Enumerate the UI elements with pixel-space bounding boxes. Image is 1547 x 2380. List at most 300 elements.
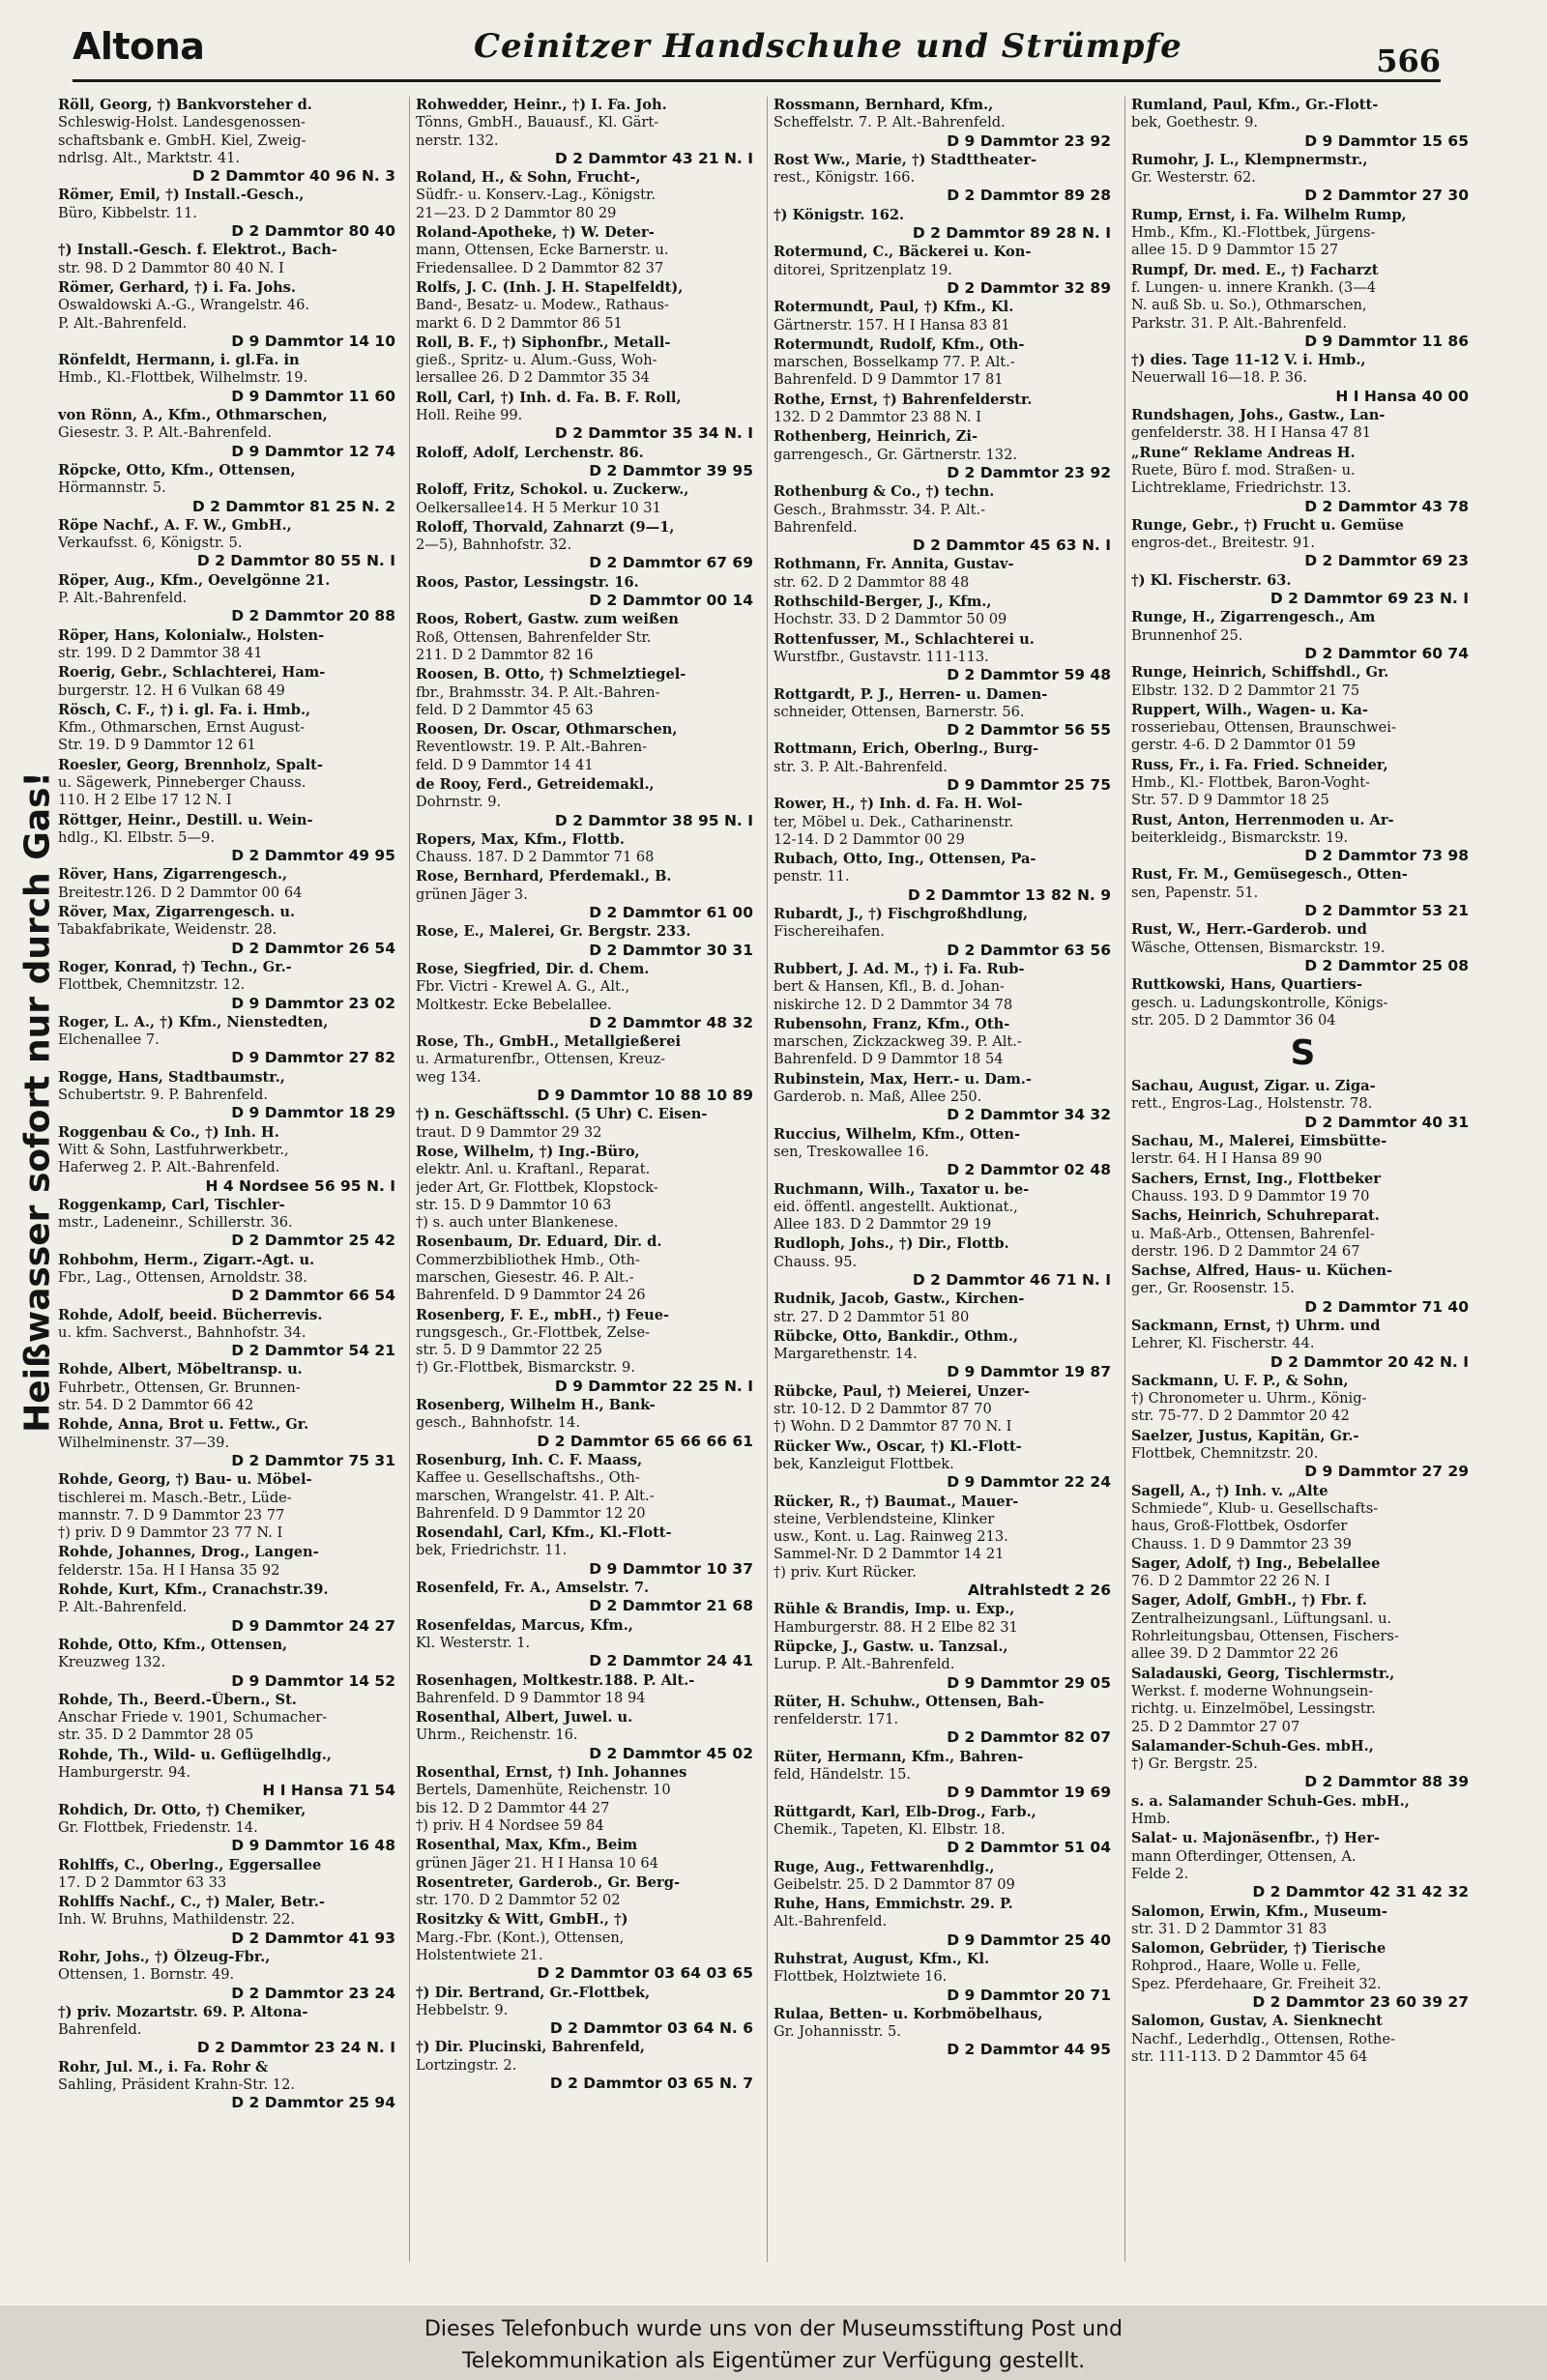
phone-number: D 2 Dammtor 59 48 [947,666,1111,684]
entry-name-line: †) Dir. Plucinski, Bahrenfeld, [416,2039,645,2056]
entry-detail-line: Lehrer, Kl. Fischerstr. 44. [1131,1335,1315,1352]
entry-detail-line: 25. D 2 Dammtor 27 07 [1131,1718,1300,1735]
entry-name-line: Rosenthal, Albert, Juwel. u. [416,1709,633,1727]
entry-detail-line: Bahrenfeld. D 9 Dammtor 18 94 [416,1689,646,1706]
entry-detail-line: Gärtnerstr. 157. H I Hansa 83 81 [774,316,1010,334]
phone-number: D 2 Dammtor 23 60 39 27 [1252,1992,1469,2011]
phone-number: D 9 Dammtor 11 86 [1304,332,1469,350]
directory-entry [1131,866,1474,919]
entry-name-line: Ruchmann, Wilh., Taxator u. be- [774,1180,1030,1198]
directory-entry [1131,1738,1474,1791]
entry-detail-line: derstr. 196. D 2 Dammtor 24 67 [1131,1242,1360,1260]
entry-detail-line: Bertels, Damenhüte, Reichenstr. 10 [416,1782,671,1799]
entry-name-line: Rosenberg, F. E., mbH., †) Feue- [416,1306,670,1323]
entry-name-line: Roloff, Fritz, Schokol. u. Zuckerw., [416,481,689,499]
entry-detail-line: Büro, Kibbelstr. 11. [58,204,197,221]
entry-detail-line: lersallee 26. D 2 Dammtor 35 34 [416,369,650,387]
directory-entry [416,1985,759,2038]
phone-number: D 2 Dammtor 34 32 [947,1106,1111,1124]
entry-name-line: Rüter, H. Schuhw., Ottensen, Bah- [774,1693,1044,1710]
phone-number: D 2 Dammtor 73 98 [1304,847,1469,865]
entry-detail-line: Fischereihafen. [774,923,885,941]
entry-detail-line: ger., Gr. Roosenstr. 15. [1131,1280,1295,1297]
entry-detail-line: Haferweg 2. P. Alt.-Bahrenfeld. [58,1159,280,1176]
directory-entry [774,1126,1117,1179]
entry-name-line: Russ, Fr., i. Fa. Fried. Schneider, [1131,756,1388,773]
entry-name-line: Rotermund, C., Bäckerei u. Kon- [774,244,1032,261]
entry-name-line: Rossmann, Bernhard, Kfm., [774,97,994,113]
phone-number: D 2 Dammtor 61 00 [589,904,753,922]
entry-detail-line: Elbstr. 132. D 2 Dammtor 21 75 [1131,682,1360,699]
entry-name-line: Rohde, Th., Beerd.-Übern., St. [58,1691,297,1708]
header-rule [73,79,1441,82]
directory-entry [1131,517,1474,570]
entry-detail-line: str. 3. P. Alt.-Bahrenfeld. [774,758,948,775]
directory-entry [774,1859,1117,1895]
entry-detail-line: u. Sägewerk, Pinneberger Chauss. [58,773,306,791]
entry-name-line: Roesler, Georg, Brennholz, Spalt- [58,756,323,773]
entry-detail-line: Inh. W. Bruhns, Mathildenstr. 22. [58,1911,296,1929]
entry-name-line: Rothenburg & Co., †) techn. [774,483,995,501]
entry-name-line: Ruhe, Hans, Emmichstr. 29. P. [774,1896,1013,1913]
entry-detail-line: feld. D 2 Dammtor 45 63 [416,701,594,718]
entry-name-line: Rohbohm, Herm., Zigarr.-Agt. u. [58,1251,315,1268]
entry-detail-line: Tabakfabrikate, Weidenstr. 28. [58,921,277,939]
entry-detail-line: N. auß Sb. u. So.), Othmarschen, [1131,297,1367,314]
directory-entry [58,1124,401,1195]
directory-entry [58,1361,401,1414]
phone-number: D 2 Dammtor 35 34 N. I [554,424,753,443]
entry-detail-line: Wilhelminenstr. 37—39. [58,1434,230,1451]
phone-number: D 2 Dammtor 75 31 [231,1451,395,1469]
directory-entry [1131,207,1474,260]
entry-detail-line: Flottbek, Holztwiete 16. [774,1968,948,1986]
entry-detail-line: grünen Jäger 21. H I Hansa 10 64 [416,1854,658,1872]
entry-name-line: Rust, Anton, Herrenmoden u. Ar- [1131,811,1394,828]
entry-detail-line: Zentralheizungsanl., Lüftungsanl. u. [1131,1610,1392,1627]
directory-entry [774,1071,1117,1124]
entry-detail-line: sen, Treskowallee 16. [774,1143,929,1160]
directory-entry [416,923,759,959]
entry-detail-line: †) Gr.-Flottbek, Bismarckstr. 9. [416,1359,635,1377]
phone-number: D 2 Dammtor 45 63 N. I [912,537,1111,555]
entry-detail-line: Parkstr. 31. P. Alt.-Bahrenfeld. [1131,314,1347,332]
entry-detail-line: rosseriebau, Ottensen, Braunschwei- [1131,719,1396,737]
entry-detail-line: str. 54. D 2 Dammtor 66 42 [58,1397,254,1414]
entry-detail-line: Wäsche, Ottensen, Bismarckstr. 19. [1131,939,1386,956]
entry-name-line: Röper, Aug., Kfm., Oevelgönne 21. [58,571,331,589]
entry-name-line: Rohdich, Dr. Otto, †) Chemiker, [58,1801,306,1818]
entry-name-line: Rumland, Paul, Kfm., Gr.-Flott- [1131,97,1379,113]
entry-detail-line: Hmb., Kl.- Flottbek, Baron-Voght- [1131,773,1370,791]
directory-entry [416,574,759,610]
entry-detail-line: str. 205. D 2 Dammtor 36 04 [1131,1011,1336,1029]
entry-name-line: Rogge, Hans, Stadtbaumstr., [58,1068,285,1086]
entry-name-line: Rübcke, Paul, †) Meierei, Unzer- [774,1382,1030,1400]
directory-entry [58,1544,401,1580]
directory-entry [774,1383,1117,1437]
entry-name-line: Rosendahl, Carl, Kfm., Kl.-Flott- [416,1524,672,1542]
entry-name-line: Salomon, Gebrüder, †) Tierische [1131,1940,1386,1958]
entry-detail-line: bek, Goethestr. 9. [1131,114,1259,131]
phone-number: D 2 Dammtor 24 41 [589,1652,753,1670]
entry-detail-line: str. 27. D 2 Dammtor 51 80 [774,1308,970,1325]
footer-notice [0,2306,1547,2380]
entry-detail-line: str. 111-113. D 2 Dammtor 45 64 [1131,2047,1368,2065]
phone-number: D 2 Dammtor 67 69 [589,554,753,572]
phone-number: D 2 Dammtor 03 64 03 65 [537,1964,753,1983]
entry-detail-line: Wurstfbr., Gustavstr. 111-113. [774,648,989,665]
entry-detail-line: Allee 183. D 2 Dammtor 29 19 [774,1216,992,1234]
entry-detail-line: Chauss. 187. D 2 Dammtor 71 68 [416,849,655,866]
entry-name-line: Römer, Emil, †) Install.-Gesch., [58,187,305,204]
entry-detail-line: Ottensen, 1. Bornstr. 49. [58,1966,235,1984]
entry-detail-line: allee 15. D 9 Dammtor 15 27 [1131,242,1339,259]
directory-entry [774,796,1117,849]
phone-number: D 2 Dammtor 40 31 [1304,1113,1469,1131]
directory-entry [58,1637,401,1690]
phone-number: D 2 Dammtor 56 55 [947,721,1111,740]
directory-entry [774,740,1117,794]
entry-name-line: Rust, Fr. M., Gemüsegesch., Otten- [1131,866,1408,884]
entry-name-line: Roosen, B. Otto, †) Schmelztiegel- [416,666,686,683]
directory-entry [58,352,401,405]
directory-entry [1131,1263,1474,1316]
header-advertisement: Ceinitzer Handschuhe und Strümpfe [474,27,1182,66]
entry-detail-line: Flottbek, Chemnitzstr. 12. [58,976,246,994]
directory-entry [416,445,759,480]
directory-entry [416,1397,759,1450]
phone-number: D 2 Dammtor 60 74 [1304,644,1469,662]
entry-name-line: Rothmann, Fr. Annita, Gustav- [774,556,1014,573]
entry-detail-line: str. 15. D 9 Dammtor 10 63 [416,1196,612,1213]
entry-detail-line: u. kfm. Sachverst., Bahnhofstr. 34. [58,1323,306,1341]
directory-entry [774,1804,1117,1857]
phone-number: D 2 Dammtor 43 78 [1304,497,1469,515]
entry-name-line: Rosentreter, Garderob., Gr. Berg- [416,1873,681,1891]
directory-entry [416,721,759,774]
entry-name-line: Rosenberg, Wilhelm H., Bank- [416,1397,656,1414]
entry-detail-line: Schubertstr. 9. P. Bahrenfeld. [58,1087,269,1104]
entry-detail-line: Giesestr. 3. P. Alt.-Bahrenfeld. [58,424,272,442]
entry-name-line: Rücker, R., †) Baumat., Mauer- [774,1493,1019,1510]
entry-detail-line: weg 134. [416,1068,482,1086]
entry-detail-line: bek, Kanzleigut Flottbek. [774,1455,954,1472]
directory-entry [1131,1940,1474,2011]
entry-name-line: Rubbert, J. Ad. M., †) i. Fa. Rub- [774,960,1025,977]
entry-name-line: Rositzky & Witt, GmbH., †) [416,1911,628,1929]
directory-entry [774,244,1117,297]
entry-name-line: Rücker Ww., Oscar, †) Kl.-Flott- [774,1437,1022,1455]
entry-name-line: Römer, Gerhard, †) i. Fa. Johs. [58,278,296,296]
entry-detail-line: P. Alt.-Bahrenfeld. [58,590,188,607]
directory-entry [416,776,759,829]
entry-detail-line: mstr., Ladeneinr., Schillerstr. 36. [58,1214,293,1232]
directory-entry [416,1617,759,1670]
side-advertisement-text: Heißwasser sofort nur durch Gas! [17,771,58,1433]
entry-name-line: von Rönn, A., Kfm., Othmarschen, [58,407,328,424]
directory-entry [1131,757,1474,810]
entry-name-line: Salomon, Erwin, Kfm., Museum- [1131,1902,1387,1920]
entry-detail-line: Hmb. [1131,1811,1171,1828]
column-1 [58,97,401,2262]
directory-entry [58,187,401,240]
entry-name-line: †) Königstr. 162. [774,206,905,223]
phone-number: D 2 Dammtor 69 23 [1304,552,1469,570]
directory-entry [416,1144,759,1232]
entry-detail-line: marschen, Giesestr. 46. P. Alt.- [416,1269,634,1286]
entry-detail-line: str. 10-12. D 2 Dammtor 87 70 [774,1401,992,1418]
entry-detail-line: Commerzbibliothek Hmb., Oth- [416,1251,640,1268]
directory-entry [1131,976,1474,1030]
entry-detail-line: 12-14. D 2 Dammtor 00 29 [774,830,965,848]
directory-entry [1131,1830,1474,1901]
entry-name-line: Roggenbau & Co., †) Inh. H. [58,1123,279,1141]
phone-number: D 2 Dammtor 02 48 [947,1161,1111,1179]
phone-number: D 2 Dammtor 30 31 [589,941,753,959]
directory-entry [58,242,401,277]
phone-number: D 9 Dammtor 22 25 N. I [554,1377,753,1395]
entry-detail-line: Chauss. 1. D 9 Dammtor 23 39 [1131,1535,1352,1553]
entry-detail-line: marschen, Zickzackweg 39. P. Alt.- [774,1033,1022,1051]
directory-entry [416,666,759,719]
directory-entry [58,1582,401,1635]
entry-name-line: Ruge, Aug., Fettwarenhdlg., [774,1858,995,1875]
entry-detail-line: 132. D 2 Dammtor 23 88 N. I [774,409,982,426]
entry-detail-line: penstr. 11. [774,868,850,885]
phone-number: D 2 Dammtor 23 24 N. I [196,2039,395,2057]
entry-name-line: Rothschild-Berger, J., Kfm., [774,594,992,611]
entry-detail-line: Fbr., Lag., Ottensen, Arnoldstr. 38. [58,1269,307,1286]
phone-number: D 9 Dammtor 12 74 [231,442,395,460]
entry-name-line: Röver, Max, Zigarrengesch. u. [58,904,296,921]
entry-detail-line: Hmb., Kl.-Flottbek, Wilhelmstr. 19. [58,369,308,387]
entry-detail-line: 110. H 2 Elbe 17 12 N. I [58,792,232,809]
entry-detail-line: felderstr. 15a. H I Hansa 35 92 [58,1561,280,1579]
directory-entry [1131,609,1474,662]
entry-name-line: Sackmann, Ernst, †) Uhrm. und [1131,1318,1381,1334]
directory-entry [774,594,1117,629]
phone-number: D 2 Dammtor 41 93 [231,1929,395,1947]
entry-name-line: †) n. Geschäftsschl. (5 Uhr) C. Eisen- [416,1106,708,1123]
directory-entry [58,1252,401,1305]
directory-entry [58,1069,401,1122]
entry-detail-line: Gr. Flottbek, Friedenstr. 14. [58,1818,258,1836]
entry-detail-line: 21—23. D 2 Dammtor 80 29 [416,204,617,221]
phone-number: D 9 Dammtor 23 02 [231,994,395,1012]
entry-detail-line: Oelkersallee14. H 5 Merkur 10 31 [416,499,661,516]
directory-entry [416,279,759,333]
directory-entry [774,1896,1117,1949]
entry-detail-line: usw., Kont. u. Lag. Rainweg 213. [774,1528,1008,1546]
directory-entry [58,572,401,625]
phone-number: D 9 Dammtor 20 71 [947,1986,1111,2004]
phone-number: H I Hansa 71 54 [262,1782,395,1800]
entry-detail-line: garrengesch., Gr. Gärtnerstr. 132. [774,446,1018,463]
entry-detail-line: Felde 2. [1131,1865,1189,1882]
entry-detail-line: genfelderstr. 38. H I Hansa 47 81 [1131,424,1372,442]
directory-entry [774,1235,1117,1289]
entry-detail-line: Werkst. f. moderne Wohnungsein- [1131,1682,1374,1699]
directory-entry [416,390,759,443]
phone-number: D 9 Dammtor 10 37 [589,1559,753,1578]
directory-entry [1131,1555,1474,1591]
phone-number: D 2 Dammtor 49 95 [231,847,395,865]
entry-detail-line: 76. D 2 Dammtor 22 26 N. I [1131,1573,1330,1590]
entry-name-line: Rose, Wilhelm, †) Ing.-Büro, [416,1143,640,1160]
entry-detail-line: richtg. u. Einzelmöbel, Lessingstr. [1131,1700,1376,1718]
directory-entry [416,1106,759,1142]
entry-detail-line: Margarethenstr. 14. [774,1346,918,1363]
phone-number: D 2 Dammtor 26 54 [231,939,395,957]
directory-entry [774,556,1117,592]
directory-entry [774,1438,1117,1492]
entry-detail-line: Brunnenhof 25. [1131,626,1243,644]
directory-entry [1131,1318,1474,1371]
directory-entry [1131,97,1474,150]
entry-detail-line: str. 75-77. D 2 Dammtor 20 42 [1131,1408,1350,1425]
directory-entry [416,1033,759,1104]
entry-detail-line: 2—5), Bahnhofstr. 32. [416,537,572,554]
entry-detail-line: lerstr. 64. H I Hansa 89 90 [1131,1150,1323,1168]
phone-number: D 2 Dammtor 88 39 [1304,1773,1469,1791]
entry-name-line: Sachau, M., Malerei, Eimsbütte- [1131,1133,1387,1150]
phone-number: D 2 Dammtor 25 08 [1304,956,1469,974]
entry-name-line: Rothenberg, Heinrich, Zi- [774,428,978,446]
directory-entry [1131,812,1474,865]
directory-entry [1131,407,1474,443]
phone-number: D 2 Dammtor 38 95 N. I [554,811,753,829]
entry-detail-line: †) Gr. Bergstr. 25. [1131,1756,1258,1773]
entry-name-line: Röper, Hans, Kolonialw., Holsten- [58,626,325,644]
entry-name-line: Rosenfeld, Fr. A., Amselstr. 7. [416,1580,650,1597]
entry-detail-line: Holl. Reihe 99. [416,407,523,424]
entry-name-line: Rohwedder, Heinr., †) I. Fa. Joh. [416,97,667,113]
phone-number: D 2 Dammtor 00 14 [589,592,753,610]
entry-detail-line: Scheffelstr. 7. P. Alt.-Bahrenfeld. [774,114,1006,131]
entry-name-line: Rühle & Brandis, Imp. u. Exp., [774,1601,1015,1618]
phone-number: D 2 Dammtor 44 95 [947,2041,1111,2059]
entry-detail-line: Fbr. Victri - Krewel A. G., Alt., [416,978,630,996]
entry-name-line: Rust, W., Herr.-Garderob. und [1131,921,1367,939]
entry-detail-line: rungsgesch., Gr.-Flottbek, Zelse- [416,1323,651,1341]
entry-detail-line: hdlg., Kl. Elbstr. 5—9. [58,828,215,846]
directory-entry [1131,572,1474,608]
entry-detail-line: str. 35. D 2 Dammtor 28 05 [58,1727,254,1744]
entry-name-line: Rohde, Anna, Brot u. Fettw., Gr. [58,1416,309,1434]
directory-entry [1131,152,1474,205]
phone-number: D 9 Dammtor 14 52 [231,1671,395,1690]
phone-number: D 9 Dammtor 22 24 [947,1473,1111,1492]
entry-detail-line: Neuerwall 16—18. P. 36. [1131,369,1307,387]
entry-name-line: Ruppert, Wilh., Wagen- u. Ka- [1131,701,1368,718]
entry-name-line: Ruttkowski, Hans, Quartiers- [1131,976,1362,994]
directory-entry [58,462,401,515]
directory-entry [58,812,401,865]
entry-name-line: Rumohr, J. L., Klempnermstr., [1131,151,1368,168]
directory-entry [774,851,1117,904]
entry-name-line: Rower, H., †) Inh. d. Fa. H. Wol- [774,796,1023,813]
entry-detail-line: Hörmannstr. 5. [58,479,166,497]
entry-detail-line: †) s. auch unter Blankenese. [416,1214,619,1232]
entry-name-line: Rotermundt, Paul, †) Kfm., Kl. [774,299,1014,316]
entry-name-line: Sager, Adolf, †) Ing., Bebelallee [1131,1554,1381,1572]
phone-number: D 9 Dammtor 16 48 [231,1837,395,1855]
entry-name-line: Roerig, Gebr., Schlachterei, Ham- [58,664,326,682]
entry-detail-line: beiterkleidg., Bismarckstr. 19. [1131,828,1349,846]
phone-number: D 9 Dammtor 27 29 [1304,1463,1469,1481]
entry-detail-line: elektr. Anl. u. Kraftanl., Reparat. [416,1161,651,1178]
directory-entry [58,627,401,663]
entry-name-line: Rose, E., Malerei, Gr. Bergstr. 233. [416,923,691,941]
directory-entry [774,631,1117,684]
phone-number: D 2 Dammtor 25 94 [231,2094,395,2112]
entry-detail-line: P. Alt.-Bahrenfeld. [58,314,188,332]
entry-detail-line: Rohprod., Haare, Wolle u. Felle, [1131,1958,1361,1975]
entry-name-line: Salamander-Schuh-Ges. mbH., [1131,1737,1374,1755]
directory-entry [58,1307,401,1360]
entry-detail-line: †) priv. Kurt Rücker. [774,1563,917,1581]
directory-entry [1131,1428,1474,1481]
entry-detail-line: gerstr. 4-6. D 2 Dammtor 01 59 [1131,737,1357,754]
entry-name-line: Rüter, Hermann, Kfm., Bahren- [774,1748,1024,1765]
entry-detail-line: Marg.-Fbr. (Kont.), Ottensen, [416,1929,625,1946]
entry-name-line: Sagell, A., †) Inh. v. „Alte [1131,1482,1328,1499]
entry-detail-line: renfelderstr. 171. [774,1711,899,1728]
entry-name-line: Runge, Heinrich, Schiffshdl., Gr. [1131,664,1389,682]
directory-entry [58,1949,401,2002]
entry-detail-line: Kfm., Othmarschen, Ernst August- [58,719,306,737]
entry-detail-line: Hmb., Kfm., Kl.-Flottbek, Jürgens- [1131,224,1376,242]
directory-entry [58,1471,401,1542]
phone-number: D 9 Dammtor 10 88 10 89 [537,1087,753,1105]
directory-entry [774,1694,1117,1747]
entry-detail-line: feld. D 9 Dammtor 14 41 [416,756,594,773]
entry-detail-line: markt 6. D 2 Dammtor 86 51 [416,314,623,332]
entry-name-line: †) Install.-Gesch. f. Elektrot., Bach- [58,242,337,259]
column-4 [1124,97,1474,2262]
phone-number: D 2 Dammtor 20 42 N. I [1270,1352,1469,1371]
entry-name-line: Runge, H., Zigarrengesch., Am [1131,609,1376,626]
directory-entry [774,1494,1117,1600]
entry-detail-line: 211. D 2 Dammtor 82 16 [416,646,594,663]
directory-entry [774,152,1117,205]
entry-detail-line: str. 5. D 9 Dammtor 22 25 [416,1342,602,1359]
entry-name-line: Roggenkamp, Carl, Tischler- [58,1196,285,1213]
directory-entry [774,1601,1117,1637]
directory-entry [774,299,1117,334]
entry-detail-line: jeder Art, Gr. Flottbek, Klopstock- [416,1178,658,1196]
directory-entry [416,1580,759,1615]
directory-entry [58,1802,401,1855]
entry-detail-line: Friedensallee. D 2 Dammtor 82 37 [416,259,664,276]
entry-detail-line: Garderob. n. Maß, Allee 250. [774,1088,982,1106]
entry-name-line: Röpe Nachf., A. F. W., GmbH., [58,516,292,534]
directory-entry [774,1181,1117,1234]
phone-number: D 9 Dammtor 19 87 [947,1363,1111,1381]
entry-detail-line: Elchenallee 7. [58,1031,160,1049]
entry-name-line: Rohde, Georg, †) Bau- u. Möbel- [58,1471,312,1489]
directory-entry [58,1747,401,1800]
entry-name-line: Roloff, Thorvald, Zahnarzt (9—1, [416,518,675,536]
entry-name-line: Roland, H., & Sohn, Frucht-, [416,169,641,187]
entry-name-line: Röpcke, Otto, Kfm., Ottensen, [58,461,296,479]
entry-detail-line: Band-, Besatz- u. Modew., Rathaus- [416,297,669,314]
entry-name-line: Runge, Gebr., †) Frucht u. Gemüse [1131,516,1404,534]
entry-detail-line: Uhrm., Reichenstr. 16. [416,1727,578,1744]
directory-entry [416,519,759,572]
entry-detail-line: ndrlsg. Alt., Marktstr. 41. [58,149,241,166]
